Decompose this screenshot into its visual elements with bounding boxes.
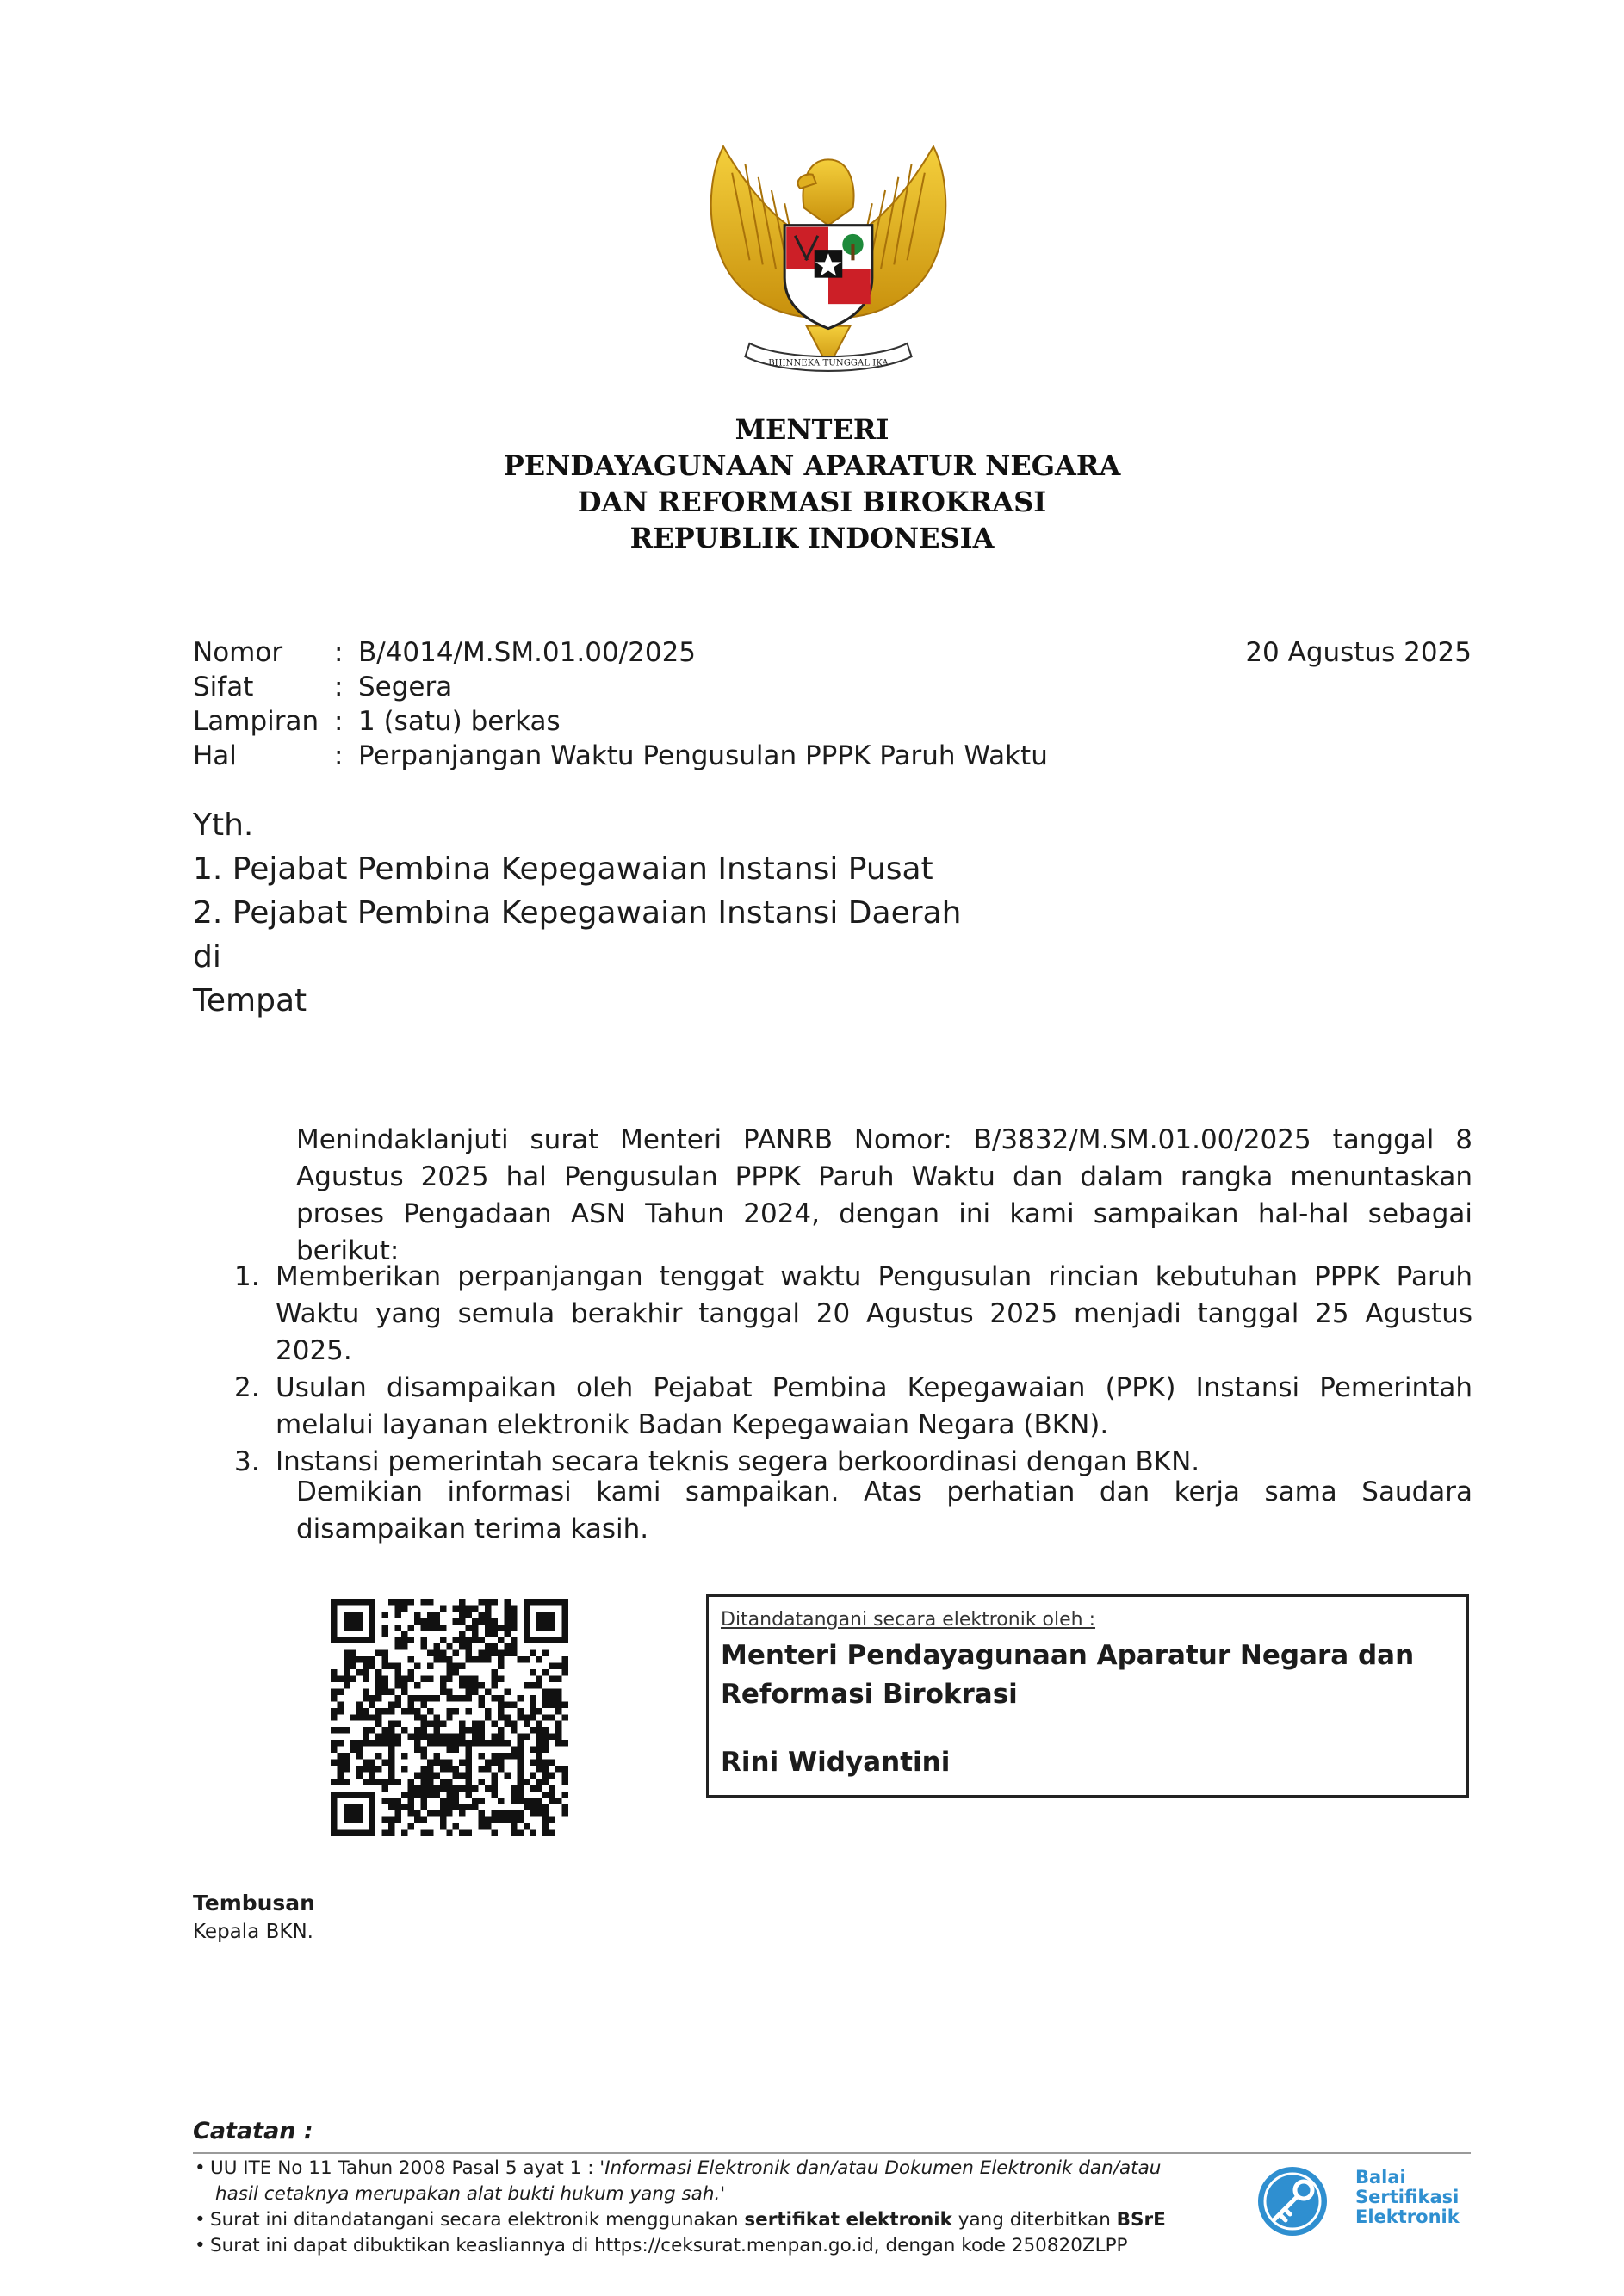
note-bsre: BSrE (1116, 2209, 1166, 2231)
qr-finder-pattern (331, 1792, 375, 1836)
note-certificate-bold: sertifikat elektronik (744, 2209, 952, 2231)
bsre-key-logo-icon (1254, 2163, 1331, 2240)
note-ite (193, 2156, 1304, 2182)
intro-text: Menindaklanjuti surat Menteri PANRB Nomor: B/3832/M.SM.01.00/2025 tanggal 8 Agustus 2025 hal Pengusulan PPPK Paruh Waktu dan dalam rangka menuntaskan proses Pengadaan ASN Tahun 2024, dengan ini kami sampaikan hal-hal sebagai berikut: (296, 1124, 1472, 1266)
catatan-label: Catatan : (193, 2118, 313, 2144)
note-verification (193, 2233, 1304, 2259)
bullet: • (195, 2209, 206, 2231)
catatan-divider (193, 2152, 1471, 2154)
note-ite-continued (193, 2182, 1304, 2207)
meta-colon: : (334, 740, 344, 771)
meta-colon: : (334, 637, 344, 668)
meta-sifat-label: Sifat (193, 671, 254, 702)
address-recipient-2: 2. Pejabat Pembina Kepegawaian Instansi Daerah (193, 895, 962, 931)
meta-lampiran-value: 1 (satu) berkas (358, 706, 561, 737)
address-di: di (193, 939, 221, 975)
list-item (193, 1370, 1472, 1444)
note-certificate (193, 2207, 1304, 2233)
instruction-list (193, 1259, 1472, 1481)
list-item-text: Instansi pemerintah secara teknis segera berkoordinasi dengan BKN. (276, 1446, 1200, 1477)
address-salutation: Yth. (193, 808, 254, 843)
emblem-motto: BHINNEKA TUNGGAL IKA (768, 358, 889, 368)
tembusan-item: Kepala BKN. (193, 1921, 313, 1943)
list-item-text: Memberikan perpanjangan tenggat waktu Pengusulan rincian kebutuhan PPPK Paruh Waktu yang semula berakhir tanggal 20 Agustus 2025 menjadi tanggal 25 Agustus 2025. (276, 1261, 1472, 1366)
meta-hal-value: Perpanjangan Waktu Pengusulan PPPK Paruh Waktu (358, 740, 1048, 771)
qr-finder-pattern (331, 1599, 375, 1643)
meta-hal-label: Hal (193, 740, 237, 771)
note-verification-text: Surat ini dapat dibuktikan keasliannya di https://ceksurat.menpan.go.id, dengan kode 250820ZLPP (210, 2235, 1128, 2256)
meta-nomor-value: B/4014/M.SM.01.00/2025 (358, 637, 697, 668)
signature-caption: Ditandatangani secara elektronik oleh : (721, 1609, 1096, 1631)
list-item (193, 1259, 1472, 1370)
garuda-pancasila-emblem-icon (696, 138, 961, 400)
electronic-signature-box (706, 1594, 1469, 1798)
qr-code-icon[interactable] (331, 1599, 568, 1836)
intro-paragraph (193, 1122, 1472, 1270)
note-ite-quote: Informasi Elektronik dan/atau Dokumen Elektronik dan/atau (604, 2157, 1162, 2179)
list-item-text: Usulan disampaikan oleh Pejabat Pembina Kepegawaian (PPK) Instansi Pemerintah melalui layanan elektronik Badan Kepegawaian Negara (BKN). (276, 1372, 1472, 1440)
meta-colon: : (334, 706, 344, 737)
note-certificate-text-a: Surat ini ditandatangani secara elektronik menggunakan (210, 2209, 745, 2231)
meta-nomor-label: Nomor (193, 637, 283, 668)
note-ite-quote-end: hasil cetaknya merupakan alat bukti hukum yang sah.' (215, 2183, 726, 2205)
bsre-line-2: Sertifikasi (1355, 2187, 1460, 2207)
bsre-line-3: Elektronik (1355, 2206, 1460, 2227)
address-recipient-1: 1. Pejabat Pembina Kepegawaian Instansi Pusat (193, 851, 933, 887)
signatory-name: Rini Widyantini (721, 1747, 951, 1778)
header-line-menteri: MENTERI (735, 413, 889, 446)
list-item-number: 2. (234, 1372, 260, 1403)
list-item-number: 1. (234, 1261, 260, 1292)
meta-sifat-value: Segera (358, 671, 453, 702)
qr-finder-pattern (524, 1599, 568, 1643)
header-line-reform: DAN REFORMASI BIROKRASI (577, 486, 1047, 518)
address-place: Tempat (193, 983, 307, 1018)
meta-colon: : (334, 671, 344, 702)
note-ite-prefix: UU ITE No 11 Tahun 2008 Pasal 5 ayat 1 : ' (210, 2157, 605, 2179)
letter-date: 20 Agustus 2025 (1245, 637, 1472, 668)
note-certificate-text-b: yang diterbitkan (951, 2209, 1117, 2231)
bsre-line-1: Balai (1355, 2167, 1406, 2188)
closing-paragraph (193, 1474, 1472, 1548)
list-item-number: 3. (234, 1446, 260, 1477)
catatan-notes (193, 2156, 1304, 2259)
bullet: • (195, 2235, 206, 2256)
tembusan-label: Tembusan (193, 1891, 315, 1915)
bsre-wordmark (1355, 2168, 1460, 2227)
bullet: • (195, 2157, 206, 2179)
meta-lampiran-label: Lampiran (193, 706, 319, 737)
signatory-office: Menteri Pendayagunaan Aparatur Negara dan Reformasi Birokrasi (721, 1640, 1415, 1710)
header-line-republic: REPUBLIK INDONESIA (629, 522, 995, 554)
closing-text: Demikian informasi kami sampaikan. Atas perhatian dan kerja sama Saudara disampaikan terima kasih. (296, 1476, 1472, 1544)
header-line-ministry: PENDAYAGUNAAN APARATUR NEGARA (503, 449, 1121, 482)
